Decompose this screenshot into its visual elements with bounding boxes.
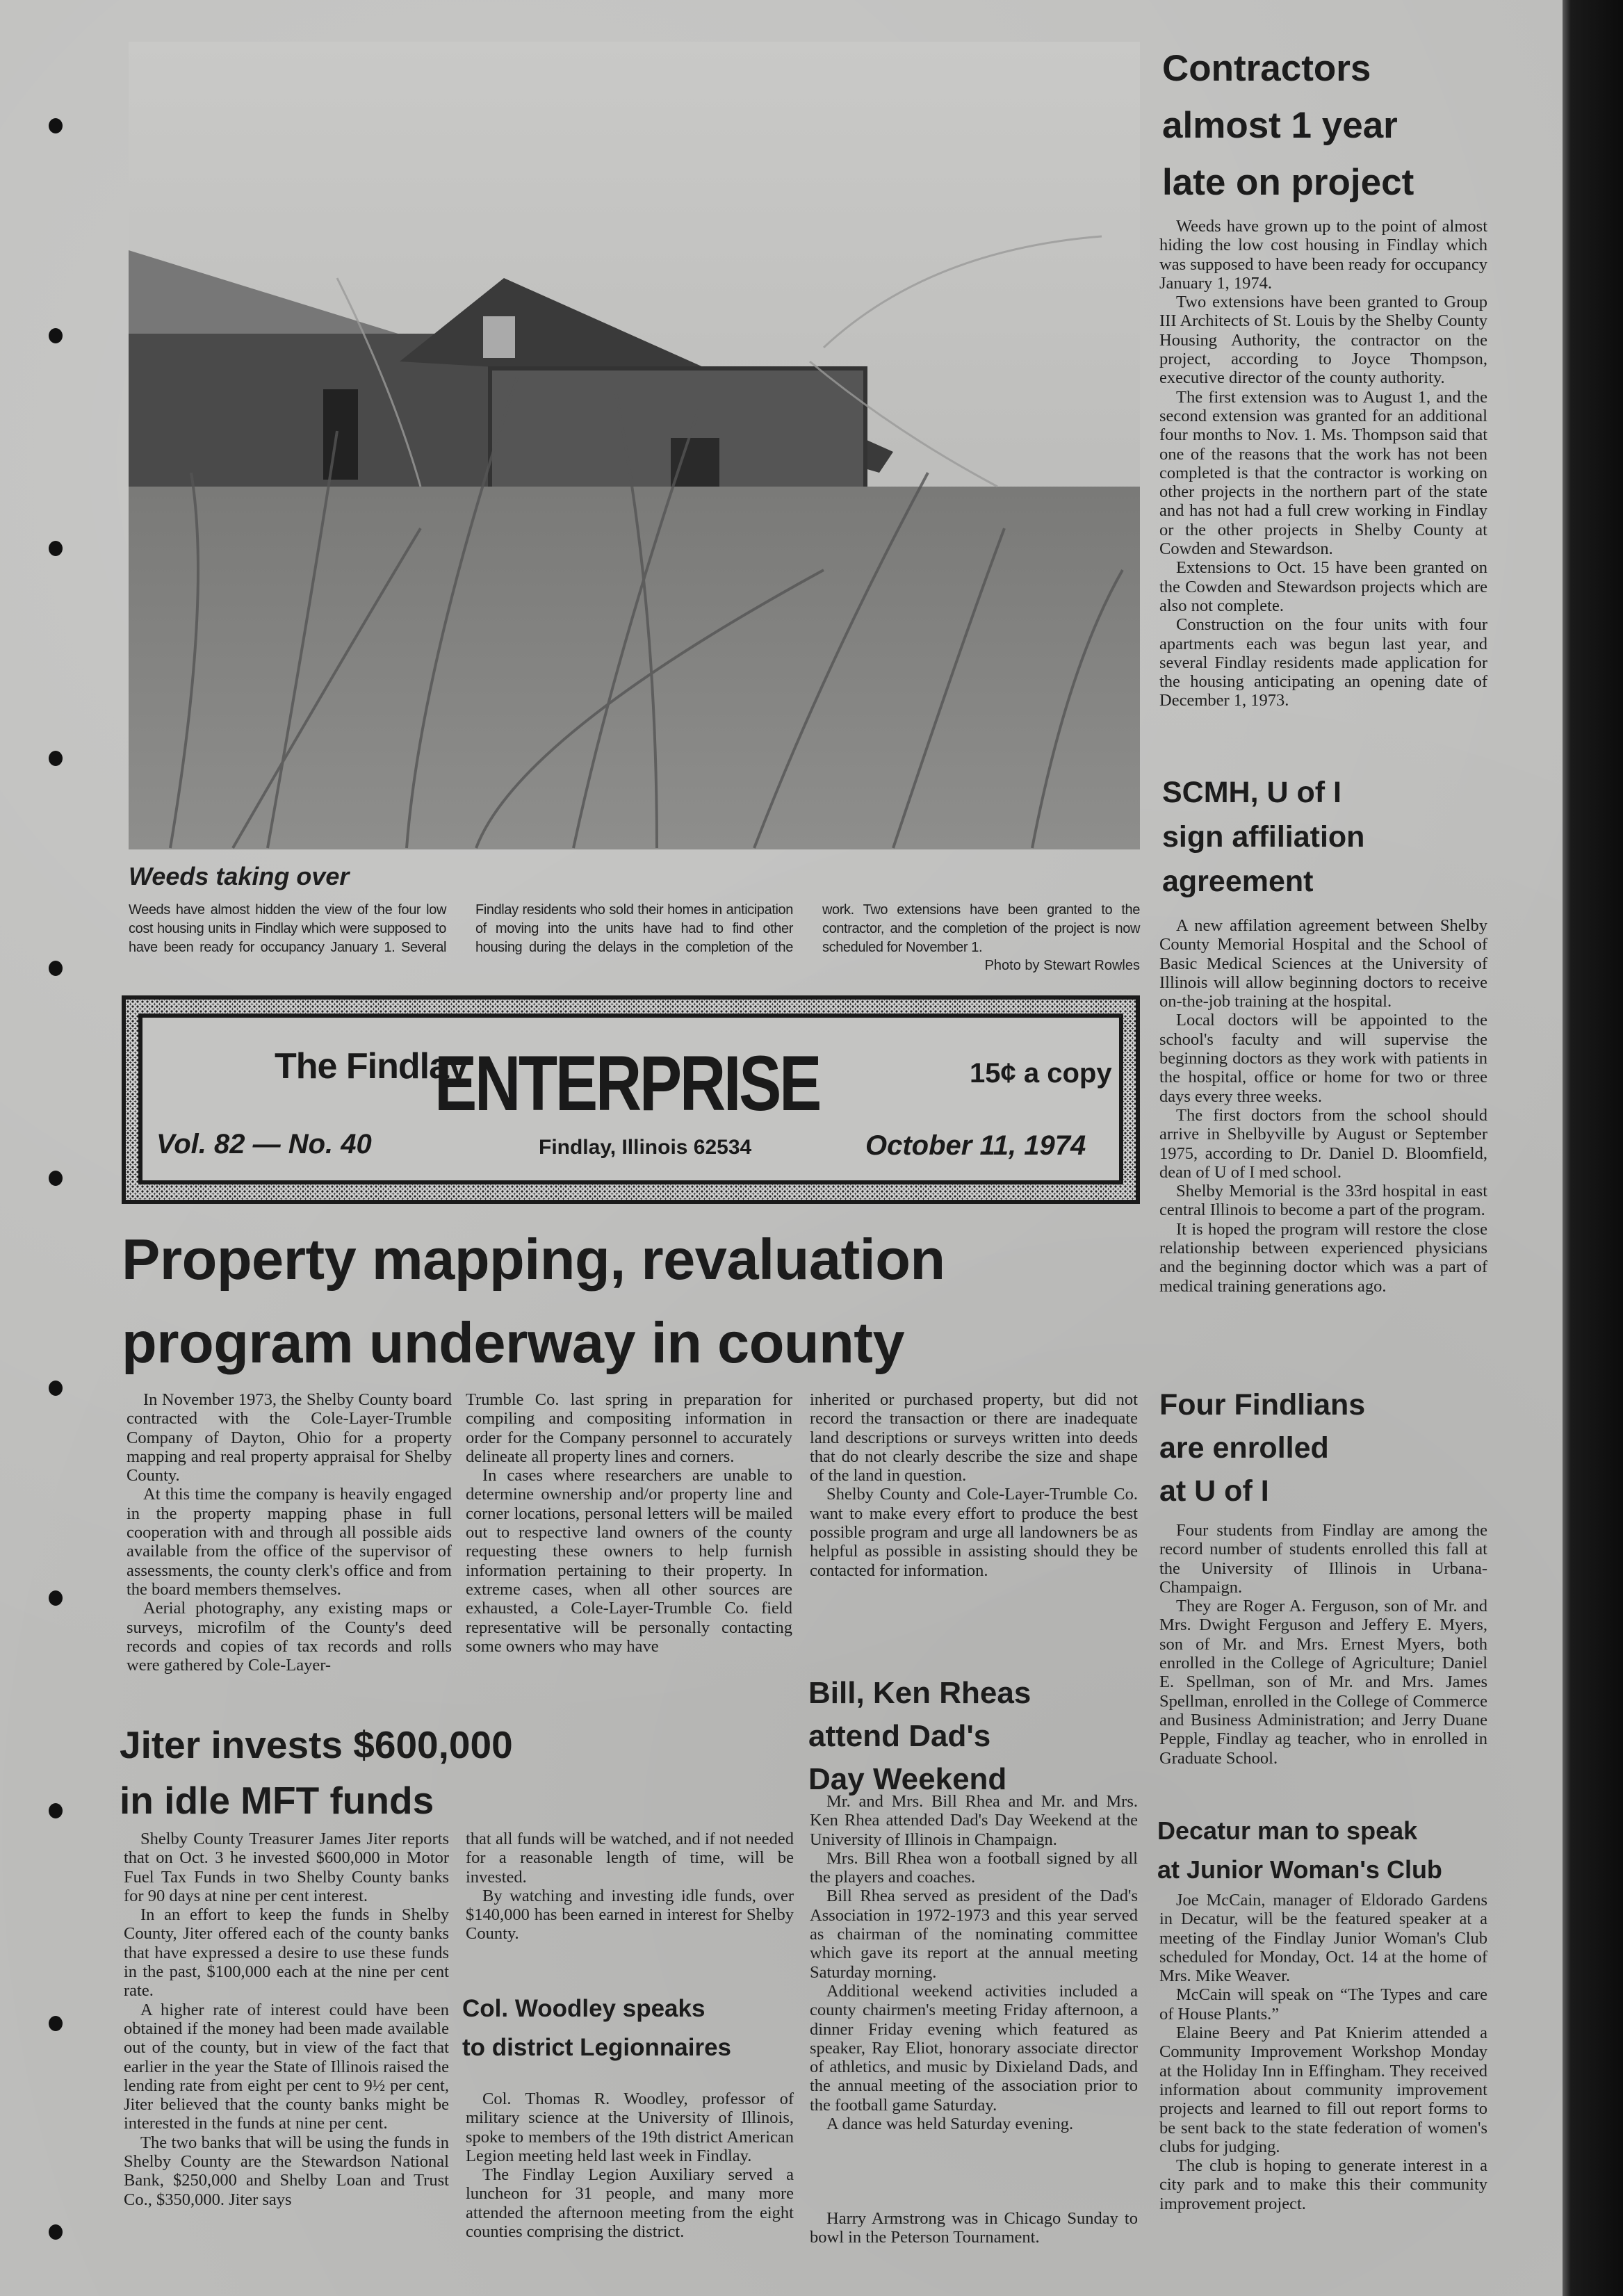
paragraph: The first extension was to August 1, and the second extension was granted for an additional four months to Nov. 1. Ms. Thompson said that one of the reasons that the work has not been completed is that the contractor is working on other projects in the northern part of the state and has not had a full crew working in Findlay or the other projects in Shelby County at Cowden and Stewardson. [1159,387,1487,559]
headline-line: at U of I [1159,1474,1269,1508]
paragraph: The Findlay Legion Auxiliary served a luncheon for 31 people, and many more attended the afternoon meeting from the eight counties comprising the district. [466,2165,794,2242]
masthead-location: Findlay, Illinois 62534 [539,1136,752,1159]
property-col2 [466,1390,792,1656]
photo-caption-title: Weeds taking over [129,862,350,890]
jiter-col1 [124,1830,449,2209]
headline-line: Jiter invests $600,000 [120,1723,513,1766]
contractors-body [1159,217,1487,710]
paragraph: Harry Armstrong was in Chicago Sunday to bowl in the Peterson Tournament. [810,2209,1138,2247]
contractors-headline [1162,40,1414,211]
jiter-col2 [466,1830,794,1944]
binder-hole [49,328,63,343]
paragraph: In cases where researchers are unable to determine ownership and/or property line and corner locations, personal letters will be mailed out to respective land owners of the county requesting these owners to help furnish information pertaining to their property. In extreme cases, when all other sources are exhausted, a Cole-Layer-Trumble Co. field representative will be personally contacting some owners who may have [466,1466,792,1656]
paragraph: Additional weekend activities included a county chairmen's meeting Friday afternoon, a dinner Friday evening which featured as speaker, Ray Eliot, honorary associate director of athletics, and music by Dixieland Dads, and the annual meeting of the association prior to the football game Saturday. [810,1981,1138,2115]
paragraph: McCain will speak on “The Types and care of House Plants.” [1159,1985,1487,2024]
headline-line: Property mapping, revaluation [122,1227,945,1292]
masthead-volume: Vol. 82 — No. 40 [156,1129,372,1159]
headline-line: late on project [1162,162,1414,203]
housing-photo [129,42,1140,849]
paragraph: Shelby County Treasurer James Jiter reports that on Oct. 3 he invested $600,000 in Motor Fuel Tax Funds in two Shelby County banks for 90 days at nine per cent interest. [124,1830,449,1905]
paragraph: In November 1973, the Shelby County board contracted with the Cole-Layer-Trumble Company of Dayton, Ohio for a property mapping and real property appraisal for Shelby County. [127,1390,452,1485]
masthead-price: 15¢ a copy [970,1058,1112,1089]
headline-line: are enrolled [1159,1431,1329,1465]
photo-credit: Photo by Stewart Rowles [984,958,1140,973]
scan-edge [1563,0,1623,2296]
masthead-title: ENTERPRISE [434,1040,820,1127]
headline-line: attend Dad's [808,1719,991,1753]
paragraph: Elaine Beery and Pat Knierim attended a Community Improvement Workshop Monday at the Holiday Inn in Effingham. They received information about community improvement projects and learned to fill out report forms to be sent back to the state federation of women's clubs for judging. [1159,2024,1487,2156]
decatur-body [1159,1891,1487,2213]
headline-line: SCMH, U of I [1162,776,1341,809]
headline-line: Day Weekend [808,1762,1007,1796]
woodley-headline [462,1989,731,2067]
property-col1 [127,1390,452,1675]
decatur-headline [1157,1811,1442,1889]
paragraph: At this time the company is heavily engaged in the property mapping phase in full cooperation with and through all possible aids available from the office of the supervisor of assessments, the county clerk's office and from the board members themselves. [127,1485,452,1599]
paragraph: A higher rate of interest could have been obtained if the money had been made available out of the county, but in view of the fact that earlier in the year the State of Illinois raised the lending rate from eight per cent to 9½ per cent, Jiter believed that the county banks might be interested in the funds at nine per cent. [124,2000,449,2133]
paragraph: The first doctors from the school should arrive in Shelbyville by August or September 1975, according to Dr. Daniel D. Bloomfield, dean of U of I med school. [1159,1105,1487,1182]
binder-hole [49,1381,63,1396]
scmh-headline [1162,770,1364,904]
paragraph: Weeds have grown up to the point of almost hiding the low cost housing in Findlay which was supposed to have been ready for occupancy January 1, 1974. [1159,217,1487,293]
headline-line: program underway in county [122,1310,905,1375]
binder-hole [49,751,63,766]
jiter-headline [120,1717,513,1828]
paragraph: Four students from Findlay are among the record number of students enrolled this fall at the University of Illinois in Urbana-Champaign. [1159,1521,1487,1597]
paragraph: A dance was held Saturday evening. [826,2115,1074,2134]
headline-line: to district Legionnaires [462,2034,731,2061]
findlians-headline [1159,1383,1365,1513]
paragraph: that all funds will be watched, and if not needed for a reasonable length of time, will be invested. [466,1830,794,1887]
binder-hole [49,118,63,133]
headline-line: Four Findlians [1159,1388,1366,1422]
binder-hole [49,961,63,976]
masthead-the-findlay: The Findlay [275,1046,468,1086]
paragraph: Aerial photography, any existing maps or surveys, microfilm of the County's deed records and copies of tax records and rolls were gathered by Cole-Layer- [127,1599,452,1675]
headline-line: Col. Woodley speaks [462,1995,706,2022]
headline-line: Decatur man to speak [1157,1816,1418,1845]
paragraph: Extensions to Oct. 15 have been granted on the Cowden and Stewardson projects which are also not complete. [1159,558,1487,615]
paragraph: The club is hoping to generate interest in a city park and to make this their community improvement project. [1159,2156,1487,2213]
binder-hole [49,541,63,556]
paragraph: Mr. and Mrs. Bill Rhea and Mr. and Mrs. Ken Rhea attended Dad's Day Weekend at the University of Illinois in Champaign. [810,1792,1138,1849]
photo-caption: Weeds have almost hidden the view of the four low cost housing units in Findlay which were supposed to have been ready for occupancy January 1. Several Findlay residents who sold their homes in anticipation of moving into the units have had to find other housing during the delays in the completion of the work. Two extensions have been granted to the contractor, and the completion of the project is now scheduled for November 1. [129,902,1140,955]
paragraph: Bill Rhea served as president of the Dad's Association in 1972-1973 and this year served as chairman of the nominating committee which gave its report at the annual meeting Saturday morning. [810,1887,1138,1982]
paragraph: Local doctors will be appointed to the school's faculty and will supervise the beginning doctors as they work with patients in the hospital, office or home for two or three days every three weeks. [1159,1011,1487,1106]
paragraph: Two extensions have been granted to Group III Architects of St. Louis by the Shelby County Housing Authority, the contractor on the project, according to Joyce Thompson, executive director of the county authority. [1159,293,1487,388]
property-headline [122,1218,945,1385]
paragraph: Col. Thomas R. Woodley, professor of military science at the University of Illinois, spoke to members of the 19th district American Legion meeting held last week in Findlay. [466,2090,794,2165]
binder-hole [49,1803,63,1818]
paragraph: Trumble Co. last spring in preparation for compiling and compositing information in order for the Company personnel to accurately delineate all property lines and corners. [466,1390,792,1466]
woodley-body [466,2090,794,2241]
headline-line: sign affiliation [1162,820,1365,854]
paragraph: inherited or purchased property, but did not record the transaction or there are inadequate land descriptions or surveys written into deeds that do not clearly describe the size and shape of the land in question. [810,1390,1138,1485]
headline-line: at Junior Woman's Club [1157,1855,1442,1884]
paragraph: A new affilation agreement between Shelby County Memorial Hospital and the School of Basic Medical Sciences at the University of Illinois will allow beginning doctors to receive on-the-job training at the hospital. [1159,916,1487,1011]
binder-hole [49,2016,63,2031]
paragraph: Shelby Memorial is the 33rd hospital in east central Illinois to become a part of the program. [1159,1182,1487,1220]
paragraph: Mrs. Bill Rhea won a football signed by all the players and coaches. [810,1848,1138,1887]
headline-line: Contractors [1162,48,1371,89]
scmh-body [1159,916,1487,1296]
headline-line: agreement [1162,865,1314,898]
property-col3 [810,1390,1138,1580]
headline-line: almost 1 year [1162,105,1398,146]
masthead [122,995,1140,1204]
armstrong-body [810,2209,1138,2247]
paragraph: The two banks that will be using the funds in Shelby County are the Stewardson National Bank, $250,000 and Shelby Loan and Trust Co., $350,000. Jiter says [124,2133,449,2209]
paragraph: Joe McCain, manager of Eldorado Gardens in Decatur, will be the featured speaker at a meeting of the Findlay Junior Woman's Club scheduled for Monday, Oct. 14 at the home of Mrs. Mike Weaver. [1159,1891,1487,1986]
paragraph: Shelby County and Cole-Layer-Trumble Co. want to make every effort to produce the best possible program and urge all landowners be as helpful as possible in assisting should they be contacted for information. [810,1485,1138,1580]
binder-hole [49,2224,63,2240]
binder-hole [49,1171,63,1186]
paragraph: They are Roger A. Ferguson, son of Mr. and Mrs. Dwight Ferguson and Jeffery E. Myers, son of Mr. and Mrs. Ernest Myers, both enrolled in the College of Agriculture; Daniel E. Spellman, son of Mr. and Mrs. James Spellman, enrolled in the College of Commerce and Business Administration; and Jerry Duane Pepple, Findlay ag teacher, who in enrolled in Graduate School. [1159,1597,1487,1768]
paragraph: In an effort to keep the funds in Shelby County, Jiter offered each of the county banks that have expressed a desire to use these funds in the past, $100,000 each at the nine per cent rate. [124,1905,449,2001]
masthead-date: October 11, 1974 [865,1130,1086,1161]
paragraph: By watching and investing idle funds, over $140,000 has been earned in interest for Shelby County. [466,1886,794,1944]
paragraph: Construction on the four units with four apartments each was begun last year, and several Findlay residents made application for the housing anticipating an opening date of December 1, 1973. [1159,615,1487,710]
rheas-headline [808,1672,1031,1801]
findlians-body [1159,1521,1487,1768]
binder-hole [49,1590,63,1606]
headline-line: in idle MFT funds [120,1779,434,1822]
rheas-body [810,1792,1138,2133]
paragraph: It is hoped the program will restore the close relationship between experienced physicians and the beginning doctor which was a part of medical training generations ago. [1159,1219,1487,1296]
headline-line: Bill, Ken Rheas [808,1676,1031,1710]
